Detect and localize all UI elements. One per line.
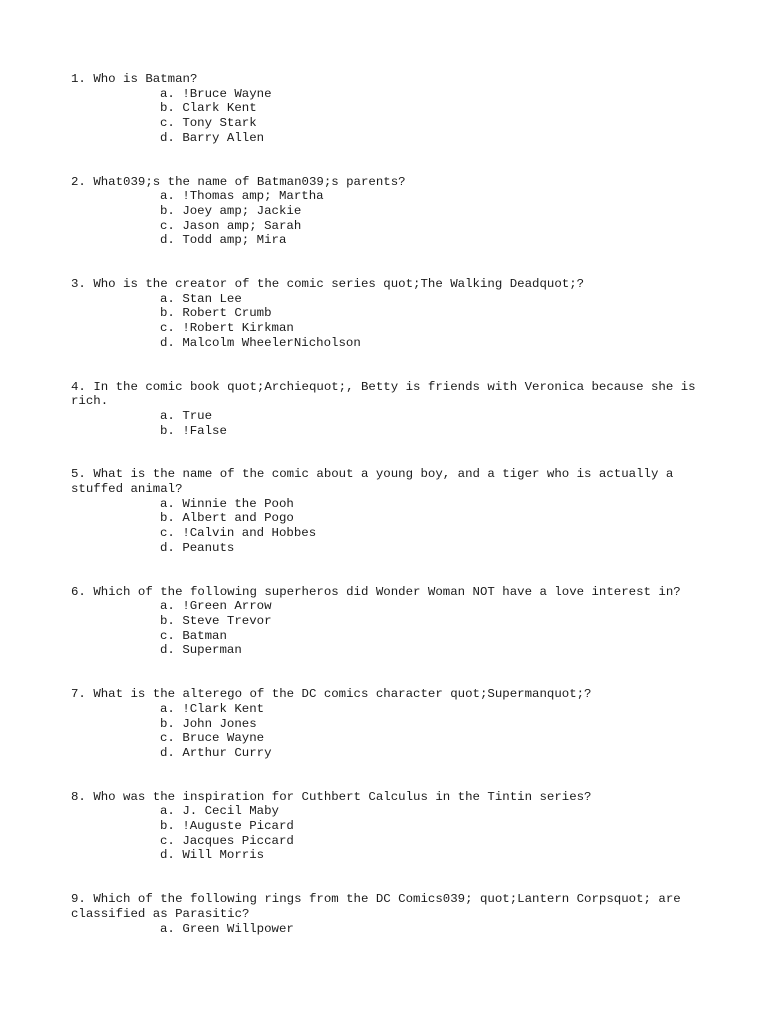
option-letter: d.	[160, 233, 175, 248]
question-block	[71, 175, 711, 249]
question-number: 6.	[71, 584, 86, 599]
option-letter: c.	[160, 116, 175, 131]
option-letter: d.	[160, 848, 175, 863]
question-block	[71, 585, 711, 659]
option-text: !False	[182, 423, 227, 438]
option-text: Clark Kent	[182, 101, 257, 116]
option-letter: c.	[160, 526, 175, 541]
option-text: Joey amp; Jackie	[182, 203, 302, 218]
question-block	[71, 467, 711, 555]
answer-option	[71, 599, 711, 614]
option-letter: b.	[160, 203, 175, 218]
option-text: !Auguste Picard	[182, 819, 294, 834]
answer-option	[71, 717, 711, 732]
answer-option	[71, 189, 711, 204]
question-prompt: Which of the following superheros did Wonder Woman NOT have a love interest in?	[93, 584, 681, 599]
question-text	[71, 687, 711, 702]
option-letter: a.	[160, 496, 175, 511]
option-text: Green Willpower	[182, 921, 294, 936]
option-text: Stan Lee	[182, 291, 242, 306]
question-number: 4.	[71, 379, 86, 394]
option-text: Malcolm WheelerNicholson	[182, 335, 361, 350]
option-text: !Bruce Wayne	[182, 86, 272, 101]
option-letter: b.	[160, 819, 175, 834]
question-number: 9.	[71, 892, 86, 907]
answer-option	[71, 629, 711, 644]
question-block	[71, 277, 711, 351]
option-letter: b.	[160, 423, 175, 438]
option-letter: a.	[160, 804, 175, 819]
option-text: Tony Stark	[182, 116, 257, 131]
option-letter: a.	[160, 189, 175, 204]
option-letter: c.	[160, 218, 175, 233]
question-block	[71, 72, 711, 146]
question-block	[71, 380, 711, 439]
option-text: Will Morris	[182, 848, 265, 863]
option-letter: b.	[160, 716, 175, 731]
answer-option	[71, 131, 711, 146]
answer-option	[71, 511, 711, 526]
question-prompt: Who was the inspiration for Cuthbert Calculus in the Tintin series?	[93, 789, 592, 804]
option-letter: d.	[160, 643, 175, 658]
option-text: J. Cecil Maby	[182, 804, 279, 819]
option-text: Superman	[182, 643, 242, 658]
option-text: John Jones	[182, 716, 257, 731]
option-letter: d.	[160, 335, 175, 350]
option-letter: d.	[160, 745, 175, 760]
option-letter: c.	[160, 628, 175, 643]
answer-option	[71, 643, 711, 658]
question-block	[71, 892, 711, 936]
question-block	[71, 790, 711, 864]
answer-option	[71, 746, 711, 761]
answer-option	[71, 204, 711, 219]
option-text: Jacques Piccard	[182, 833, 294, 848]
question-text	[71, 380, 711, 409]
answer-option	[71, 614, 711, 629]
quiz-document	[71, 72, 711, 965]
option-letter: a.	[160, 408, 175, 423]
option-text: !Calvin and Hobbes	[182, 526, 317, 541]
answer-option	[71, 101, 711, 116]
question-prompt: What is the alterego of the DC comics character quot;Supermanquot;?	[93, 687, 592, 702]
question-prompt: Who is Batman?	[93, 72, 198, 86]
option-text: Barry Allen	[182, 130, 265, 145]
answer-option	[71, 292, 711, 307]
option-text: Robert Crumb	[182, 306, 272, 321]
question-text	[71, 72, 711, 87]
option-letter: a.	[160, 86, 175, 101]
question-number: 2.	[71, 174, 86, 189]
option-letter: c.	[160, 833, 175, 848]
option-text: !Thomas amp; Martha	[182, 189, 324, 204]
answer-option	[71, 922, 711, 937]
question-text	[71, 175, 711, 190]
question-block	[71, 687, 711, 761]
option-text: Arthur Curry	[182, 745, 272, 760]
option-text: Albert and Pogo	[182, 511, 294, 526]
option-letter: b.	[160, 613, 175, 628]
answer-option	[71, 336, 711, 351]
option-letter: d.	[160, 540, 175, 555]
answer-option	[71, 834, 711, 849]
option-letter: b.	[160, 306, 175, 321]
answer-option	[71, 409, 711, 424]
option-letter: a.	[160, 599, 175, 614]
option-text: Todd amp; Mira	[182, 233, 287, 248]
option-letter: a.	[160, 291, 175, 306]
question-prompt: Which of the following rings from the DC Comics039; quot;Lantern Corpsquot; are classified as Parasitic?	[71, 892, 689, 921]
answer-option	[71, 848, 711, 863]
question-prompt: Who is the creator of the comic series quot;The Walking Deadquot;?	[93, 277, 585, 292]
option-letter: c.	[160, 731, 175, 746]
answer-option	[71, 497, 711, 512]
answer-option	[71, 526, 711, 541]
answer-option	[71, 233, 711, 248]
answer-option	[71, 321, 711, 336]
question-prompt: In the comic book quot;Archiequot;, Betty is friends with Veronica because she is rich.	[71, 379, 704, 409]
question-number: 8.	[71, 789, 86, 804]
question-prompt: What is the name of the comic about a young boy, and a tiger who is actually a stuffed animal?	[71, 467, 681, 497]
question-number: 3.	[71, 277, 86, 292]
answer-option	[71, 219, 711, 234]
answer-option	[71, 116, 711, 131]
option-text: !Green Arrow	[182, 599, 272, 614]
option-letter: c.	[160, 321, 175, 336]
option-letter: a.	[160, 701, 175, 716]
option-text: !Clark Kent	[182, 701, 265, 716]
answer-option	[71, 541, 711, 556]
option-letter: a.	[160, 921, 175, 936]
answer-option	[71, 87, 711, 102]
option-text: Peanuts	[182, 540, 235, 555]
question-number: 7.	[71, 687, 86, 702]
answer-option	[71, 731, 711, 746]
option-text: Batman	[182, 628, 227, 643]
question-text	[71, 585, 711, 600]
answer-option	[71, 804, 711, 819]
answer-option	[71, 424, 711, 439]
option-text: Jason amp; Sarah	[182, 218, 302, 233]
option-text: !Robert Kirkman	[182, 321, 294, 336]
answer-option	[71, 702, 711, 717]
option-text: Winnie the Pooh	[182, 496, 294, 511]
question-prompt: What039;s the name of Batman039;s parents?	[93, 174, 406, 189]
question-text	[71, 892, 711, 921]
option-letter: b.	[160, 101, 175, 116]
option-text: True	[182, 408, 213, 423]
option-text: Bruce Wayne	[182, 731, 265, 746]
option-text: Steve Trevor	[182, 613, 272, 628]
question-text	[71, 467, 711, 496]
question-number: 5.	[71, 467, 86, 482]
question-number: 1.	[71, 72, 86, 86]
answer-option	[71, 306, 711, 321]
option-letter: d.	[160, 130, 175, 145]
question-text	[71, 277, 711, 292]
option-letter: b.	[160, 511, 175, 526]
question-text	[71, 790, 711, 805]
answer-option	[71, 819, 711, 834]
